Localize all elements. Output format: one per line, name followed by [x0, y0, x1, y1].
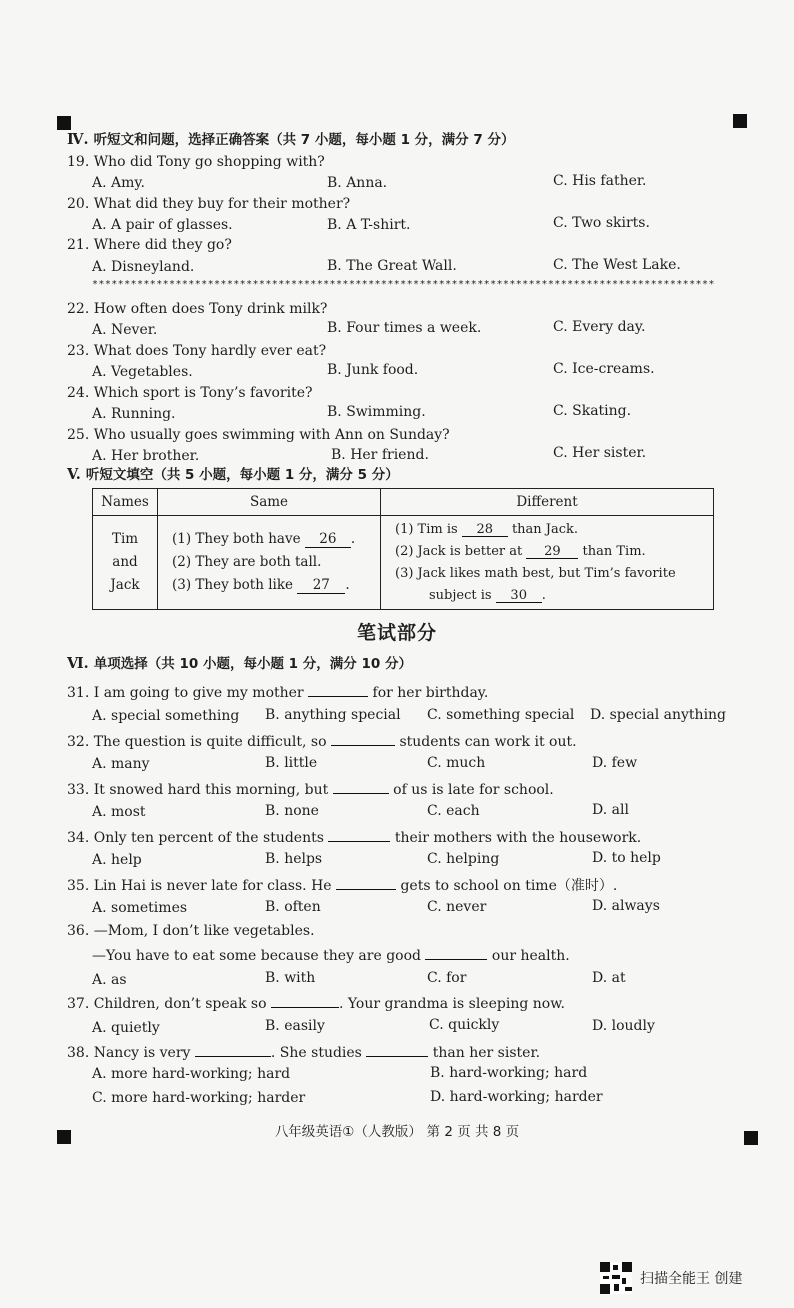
stem-text: —You have to eat some because they are good — [92, 948, 421, 964]
stem-text: of us is late for school. — [393, 782, 554, 798]
question-22-stem: 22. How often does Tony drink milk? — [67, 301, 328, 317]
question-23-option-c: C. Ice-creams. — [553, 361, 655, 377]
question-33-option-c: C. each — [427, 803, 480, 819]
different-item-end: than Jack. — [511, 521, 579, 537]
question-23-option-b: B. Junk food. — [327, 362, 419, 378]
fill-in-table — [92, 488, 714, 610]
answer-blank[interactable] — [425, 947, 487, 960]
different-item-3 — [395, 563, 713, 585]
stem-text: . She studies — [270, 1045, 362, 1061]
question-38-option-d: D. hard-working; harder — [430, 1089, 603, 1105]
question-34-option-a: A. help — [92, 852, 142, 868]
question-37-stem — [67, 995, 565, 1011]
different-item-3-cont — [395, 585, 713, 607]
name-line: and — [112, 554, 138, 570]
question-19-option-a: A. Amy. — [92, 175, 145, 191]
question-22-option-b: B. Four times a week. — [327, 320, 482, 336]
different-item-1 — [395, 519, 713, 541]
section-6-heading — [67, 657, 412, 672]
different-item-text: (3) Jack likes math best, but Tim’s favorite — [395, 565, 676, 581]
name-line: Jack — [110, 577, 140, 593]
question-19-option-b: B. Anna. — [327, 175, 388, 191]
question-35-option-d: D. always — [592, 898, 660, 914]
question-33-stem — [67, 781, 554, 797]
question-32-stem — [67, 733, 577, 749]
stem-text: than her sister. — [432, 1045, 541, 1061]
question-32-option-c: C. much — [427, 755, 486, 771]
question-38-option-c: C. more hard-working; harder — [92, 1090, 306, 1106]
same-item-text: (2) They are both tall. — [172, 554, 322, 570]
stem-text: 32. The question is quite difficult, so — [67, 734, 327, 750]
table-header-names: Names — [93, 489, 158, 516]
registration-mark-top-right — [733, 114, 747, 128]
different-item-text: subject is — [429, 587, 492, 603]
answer-blank[interactable] — [366, 1044, 428, 1057]
same-item-text: (1) They both have — [172, 531, 301, 547]
question-23-stem: 23. What does Tony hardly ever eat? — [67, 343, 327, 359]
different-item-2 — [395, 541, 713, 563]
answer-blank[interactable] — [336, 877, 396, 890]
table-different-cell — [381, 516, 714, 610]
table-same-cell — [158, 516, 381, 610]
qr-code-icon — [600, 1262, 632, 1294]
question-22-option-a: A. Never. — [92, 322, 158, 338]
same-item-2 — [172, 551, 380, 574]
question-31-option-a: A. special something — [92, 708, 240, 724]
section-5-numeral: V. — [67, 466, 81, 483]
answer-blank[interactable] — [333, 781, 389, 794]
question-31-option-b: B. anything special — [265, 707, 401, 723]
stem-text: . Your grandma is sleeping now. — [338, 996, 565, 1012]
question-24-option-a: A. Running. — [92, 406, 176, 422]
same-item-end: . — [345, 577, 350, 593]
question-22-option-c: C. Every day. — [553, 319, 646, 335]
different-item-end: . — [541, 587, 546, 603]
registration-mark-top-left — [57, 116, 71, 130]
answer-blank-27[interactable]: 27 — [297, 579, 345, 594]
section-5-title: 听短文填空（共 5 小题，每小题 1 分，满分 5 分） — [85, 467, 399, 483]
stem-text: 38. Nancy is very — [67, 1045, 191, 1061]
answer-blank[interactable] — [328, 829, 390, 842]
question-37-option-c: C. quickly — [429, 1017, 500, 1033]
question-36-reply — [92, 947, 570, 963]
question-24-stem: 24. Which sport is Tony’s favorite? — [67, 385, 313, 401]
same-item-1 — [172, 528, 380, 551]
question-20-option-c: C. Two skirts. — [553, 215, 650, 231]
answer-blank[interactable] — [195, 1044, 271, 1057]
question-19-option-c: C. His father. — [553, 173, 647, 189]
question-37-option-b: B. easily — [265, 1018, 325, 1034]
stem-text: 33. It snowed hard this morning, but — [67, 782, 329, 798]
footer-page-number: 第 2 页 共 8 页 — [426, 1124, 520, 1140]
answer-blank[interactable] — [308, 684, 368, 697]
question-36-option-a: A. as — [92, 972, 127, 988]
section-4-title: 听短文和问题，选择正确答案（共 7 小题，每小题 1 分，满分 7 分） — [93, 132, 515, 148]
question-20-option-a: A. A pair of glasses. — [92, 217, 233, 233]
answer-blank-30[interactable]: 30 — [496, 589, 542, 603]
stem-text: 37. Children, don’t speak so — [67, 996, 267, 1012]
question-24-option-c: C. Skating. — [553, 403, 632, 419]
question-25-option-a: A. Her brother. — [92, 448, 200, 464]
stem-text: their mothers with the housework. — [394, 830, 642, 846]
page-footer — [0, 1125, 794, 1140]
question-32-option-b: B. little — [265, 755, 318, 771]
question-34-option-b: B. helps — [265, 851, 323, 867]
name-line: Tim — [111, 531, 139, 547]
question-25-option-c: C. Her sister. — [553, 445, 647, 461]
table-header-same: Same — [158, 489, 381, 516]
stem-text: for her birthday. — [372, 685, 489, 701]
section-6-numeral: Ⅵ. — [67, 655, 89, 672]
stem-text: 34. Only ten percent of the students — [67, 830, 324, 846]
question-21-stem: 21. Where did they go? — [67, 237, 232, 253]
question-21-option-c: C. The West Lake. — [553, 257, 681, 273]
question-33-option-a: A. most — [92, 804, 146, 820]
answer-blank-29[interactable]: 29 — [526, 545, 578, 559]
scanner-credit-text: 扫描全能王 创建 — [640, 1271, 743, 1287]
star-separator: ************************************************************************************************* — [92, 280, 715, 290]
question-20-option-b: B. A T-shirt. — [327, 217, 411, 233]
question-34-option-d: D. to help — [592, 850, 661, 866]
question-36-option-c: C. for — [427, 970, 467, 986]
section-5-heading — [67, 468, 399, 483]
question-38-stem — [67, 1044, 540, 1060]
answer-blank[interactable] — [331, 733, 395, 746]
same-item-text: (3) They both like — [172, 577, 294, 593]
question-25-stem: 25. Who usually goes swimming with Ann on Sunday? — [67, 427, 450, 443]
question-31-stem — [67, 684, 488, 700]
stem-text: 31. I am going to give my mother — [67, 685, 304, 701]
question-25-option-b: B. Her friend. — [331, 447, 429, 463]
table-header-different: Different — [381, 489, 714, 516]
question-32-option-d: D. few — [592, 755, 638, 771]
stem-text: our health. — [491, 948, 570, 964]
question-33-option-d: D. all — [592, 802, 629, 818]
same-item-3 — [172, 574, 380, 597]
section-4-heading — [67, 133, 514, 148]
question-21-option-b: B. The Great Wall. — [327, 258, 457, 274]
different-item-end: than Tim. — [582, 543, 646, 559]
stem-text: 35. Lin Hai is never late for class. He — [67, 878, 332, 894]
stem-text: gets to school on time（准时）. — [400, 878, 618, 894]
footer-grade: 八年级英语①（人教版） — [274, 1124, 422, 1140]
section-6-title: 单项选择（共 10 小题，每小题 1 分，满分 10 分） — [93, 656, 412, 672]
stem-text: students can work it out. — [399, 734, 577, 750]
question-32-option-a: A. many — [92, 756, 150, 772]
question-36-option-b: B. with — [265, 970, 316, 986]
question-35-option-c: C. never — [427, 899, 487, 915]
answer-blank[interactable] — [271, 995, 339, 1008]
question-31-option-d: D. special anything — [590, 707, 727, 723]
question-35-option-a: A. sometimes — [92, 900, 188, 916]
question-37-option-d: D. loudly — [592, 1018, 655, 1034]
question-35-option-b: B. often — [265, 899, 321, 915]
question-36-option-d: D. at — [592, 970, 626, 986]
answer-blank-26[interactable]: 26 — [305, 533, 351, 548]
question-31-option-c: C. something special — [427, 707, 575, 723]
table-names-cell — [93, 516, 158, 610]
question-34-stem — [67, 829, 641, 845]
question-23-option-a: A. Vegetables. — [92, 364, 193, 380]
different-item-text: (2) Jack is better at — [395, 543, 523, 559]
scanner-watermark — [600, 1262, 742, 1294]
question-35-stem — [67, 877, 617, 893]
answer-blank-28[interactable]: 28 — [462, 523, 508, 537]
question-38-option-b: B. hard-working; hard — [430, 1065, 588, 1081]
question-24-option-b: B. Swimming. — [327, 404, 426, 420]
question-37-option-a: A. quietly — [92, 1020, 160, 1036]
question-36-stem: 36. —Mom, I don’t like vegetables. — [67, 923, 315, 939]
section-4-numeral: Ⅳ. — [67, 131, 89, 148]
question-38-option-a: A. more hard-working; hard — [92, 1066, 291, 1082]
same-item-end: . — [350, 531, 356, 547]
question-33-option-b: B. none — [265, 803, 319, 819]
question-21-option-a: A. Disneyland. — [92, 259, 195, 275]
question-20-stem: 20. What did they buy for their mother? — [67, 196, 351, 212]
different-item-text: (1) Tim is — [395, 521, 458, 537]
written-part-title: 笔试部分 — [356, 622, 437, 644]
question-34-option-c: C. helping — [427, 851, 500, 867]
question-19-stem: 19. Who did Tony go shopping with? — [67, 154, 325, 170]
